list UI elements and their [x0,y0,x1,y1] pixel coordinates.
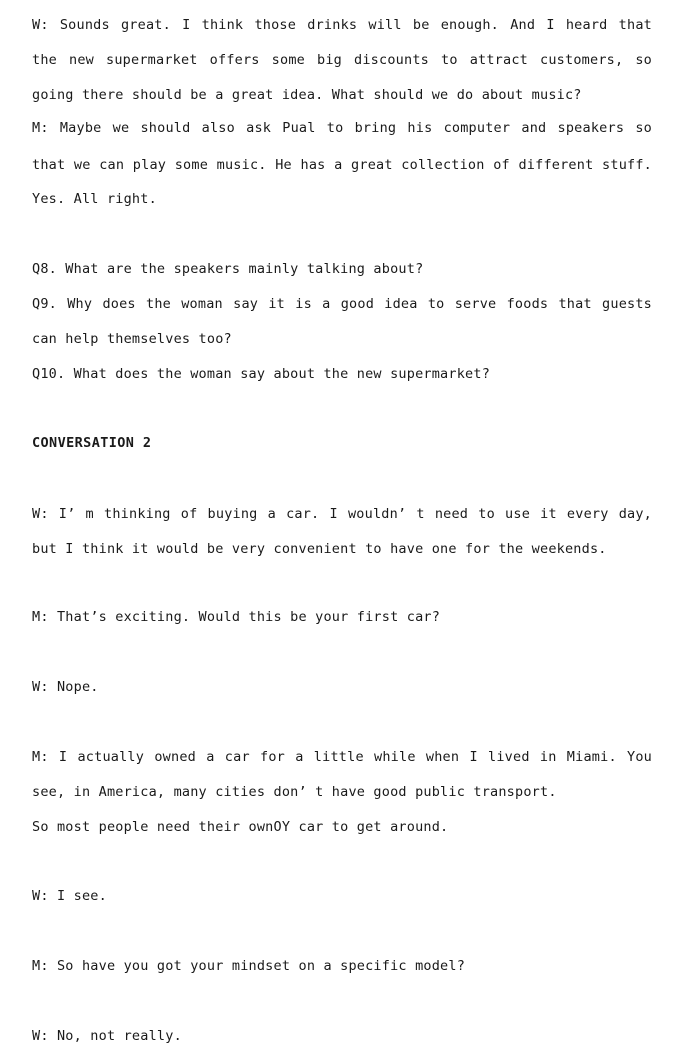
dialogue-line: the new supermarket offers some big discounts to attract customers, so [32,52,652,68]
dialogue-line: M: Maybe we should also ask Pual to bring his computer and speakers so [32,120,652,136]
dialogue-line: W: Sounds great. I think those drinks will be enough. And I heard that [32,17,652,33]
dialogue-line: W: I see. [32,888,107,904]
question-q9: Q9. Why does the woman say it is a good idea to serve foods that guests [32,296,652,312]
dialogue-line: M: That’s exciting. Would this be your first car? [32,609,441,625]
section-heading: CONVERSATION 2 [32,435,152,451]
dialogue-line: that we can play some music. He has a great collection of different stuff. [32,157,652,173]
question-q9-continued: can help themselves too? [32,331,232,347]
question-q10: Q10. What does the woman say about the new supermarket? [32,366,491,382]
dialogue-line: but I think it would be very convenient to have one for the weekends. [32,541,607,557]
question-q8: Q8. What are the speakers mainly talking about? [32,261,424,277]
dialogue-line: W: Nope. [32,679,99,695]
dialogue-line: W: I’ m thinking of buying a car. I wouldn’ t need to use it every day, [32,506,652,522]
dialogue-line: see, in America, many cities don’ t have good public transport. [32,784,557,800]
dialogue-line: So most people need their ownOY car to get around. [32,819,449,835]
dialogue-line: M: So have you got your mindset on a specific model? [32,958,466,974]
dialogue-line: W: No, not really. [32,1028,182,1044]
dialogue-line: going there should be a great idea. What should we do about music? [32,87,582,103]
dialogue-line: Yes. All right. [32,191,157,207]
dialogue-line: M: I actually owned a car for a little while when I lived in Miami. You [32,749,652,765]
